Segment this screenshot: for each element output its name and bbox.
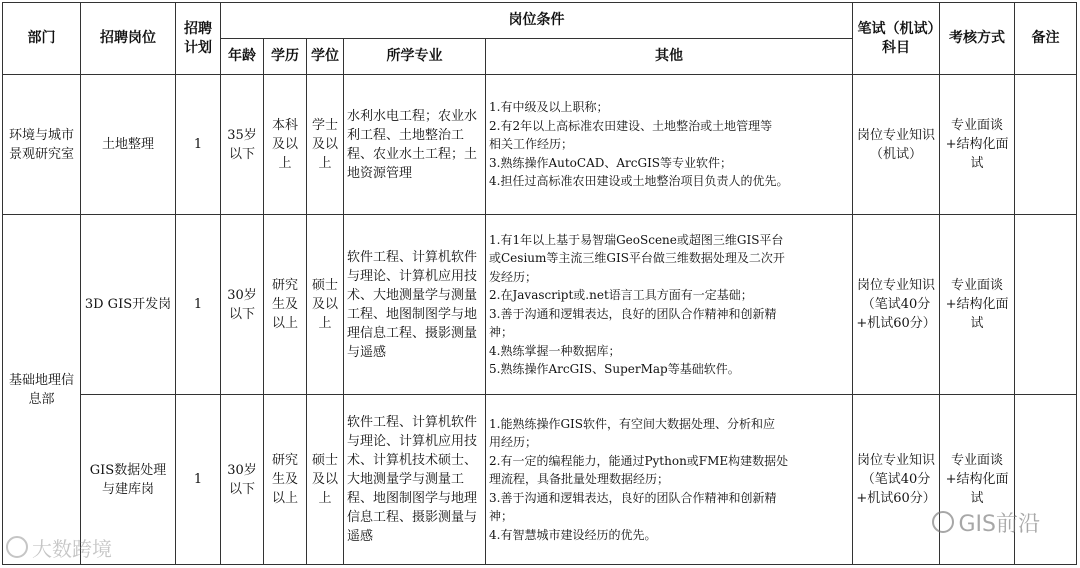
wechat-icon [932,511,954,533]
cell-exam: 岗位专业知识（机试） [853,75,940,215]
cell-exam: 岗位专业知识（笔试40分+机试60分） [853,395,940,565]
header-conditions: 岗位条件 [221,3,853,39]
other-line: 发经历； [489,269,538,284]
other-line: 4.熟练掌握一种数据库； [489,343,621,358]
recruitment-table [2,2,1077,565]
other-line: 2.有2年以上高标准农田建设、土地整治或土地管理等 [489,118,773,133]
cell-remark [1015,215,1077,395]
cell-other [486,75,853,215]
cell-dept: 环境与城市景观研究室 [3,75,81,215]
other-line: 3.善于沟通和逻辑表达，良好的团队合作精神和创新精 [489,490,777,505]
other-line: 相关工作经历； [489,137,574,152]
cell-dept: 基础地理信息部 [3,215,81,565]
other-line: 神； [489,509,514,524]
cell-age: 30岁以下 [221,215,264,395]
header-plan: 招聘计划 [176,3,221,75]
cell-remark [1015,75,1077,215]
header-dept: 部门 [3,3,81,75]
cell-other [486,215,853,395]
other-line: 1.有中级及以上职称； [489,100,609,115]
header-remark: 备注 [1015,3,1077,75]
other-line: 2.有一定的编程能力，能通过Python或FME构建数据处 [489,453,789,468]
other-line: 理流程，具备批量处理数据经历； [489,472,670,487]
header-age: 年龄 [221,39,264,75]
cell-plan: 1 [176,215,221,395]
cell-other [486,395,853,565]
watermark-left [6,533,112,562]
watermark-right-text: GIS前沿 [958,512,1040,537]
other-line: 3.善于沟通和逻辑表达，良好的团队合作精神和创新精 [489,306,777,321]
cell-education: 研究生及以上 [264,215,307,395]
header-assess: 考核方式 [940,3,1015,75]
other-line: 2.在Javascript或.net语言工具方面有一定基础； [489,288,753,302]
header-exam: 笔试（机试）科目 [853,3,940,75]
header-degree: 学位 [307,39,344,75]
cell-degree: 硕士及以上 [307,215,344,395]
cell-major: 软件工程、计算机软件与理论、计算机应用技术、计算机技术硕士、大地测量学与测量工程、地图制图学与地理信息工程、摄影测量与遥感 [344,395,486,565]
cell-assess: 专业面谈+结构化面试 [940,215,1015,395]
cell-position: 3D GIS开发岗 [81,215,176,395]
cell-position: GIS数据处理与建库岗 [81,395,176,565]
cell-plan: 1 [176,395,221,565]
other-line: 4.有智慧城市建设经历的优先。 [489,527,657,542]
header-other: 其他 [486,39,853,75]
cell-major: 水利水电工程；农业水利工程、土地整治工程、农业水土工程；土地资源管理 [344,75,486,215]
cell-degree: 学士及以上 [307,75,344,215]
header-education: 学历 [264,39,307,75]
cell-assess: 专业面谈+结构化面试 [940,75,1015,215]
cell-remark [1015,395,1077,565]
table-row [3,395,1077,565]
watermark-right [932,507,1040,538]
table-row [3,75,1077,215]
watermark-left-text: 大数跨境 [32,537,112,561]
cell-age: 35岁以下 [221,75,264,215]
other-line: 4.担任过高标准农田建设或土地整治项目负责人的优先。 [489,174,789,189]
other-line: 或Cesium等主流三维GIS平台做三维数据处理及二次开 [489,251,785,265]
cell-education: 研究生及以上 [264,395,307,565]
other-line: 神； [489,325,514,339]
other-line: 1.有1年以上基于易智瑞GeoScene或超图三维GIS平台 [489,232,784,247]
weibo-icon [6,536,28,558]
cell-exam: 岗位专业知识（笔试40分+机试60分） [853,215,940,395]
cell-assess: 专业面谈+结构化面试 [940,395,1015,565]
cell-position: 土地整理 [81,75,176,215]
cell-education: 本科及以上 [264,75,307,215]
other-line: 用经历； [489,435,538,450]
other-line: 1.能熟练操作GIS软件，有空间大数据处理、分析和应 [489,416,775,431]
other-line: 5.熟练操作ArcGIS、SuperMap等基础软件。 [489,362,740,376]
other-line: 3.熟练操作AutoCAD、ArcGIS等专业软件； [489,155,733,170]
cell-major: 软件工程、计算机软件与理论、计算机应用技术、大地测量学与测量工程、地图制图学与地理信息工程、摄影测量与遥感 [344,215,486,395]
table-row [3,215,1077,395]
cell-age: 30岁以下 [221,395,264,565]
cell-plan: 1 [176,75,221,215]
header-major: 所学专业 [344,39,486,75]
header-position: 招聘岗位 [81,3,176,75]
cell-degree: 硕士及以上 [307,395,344,565]
